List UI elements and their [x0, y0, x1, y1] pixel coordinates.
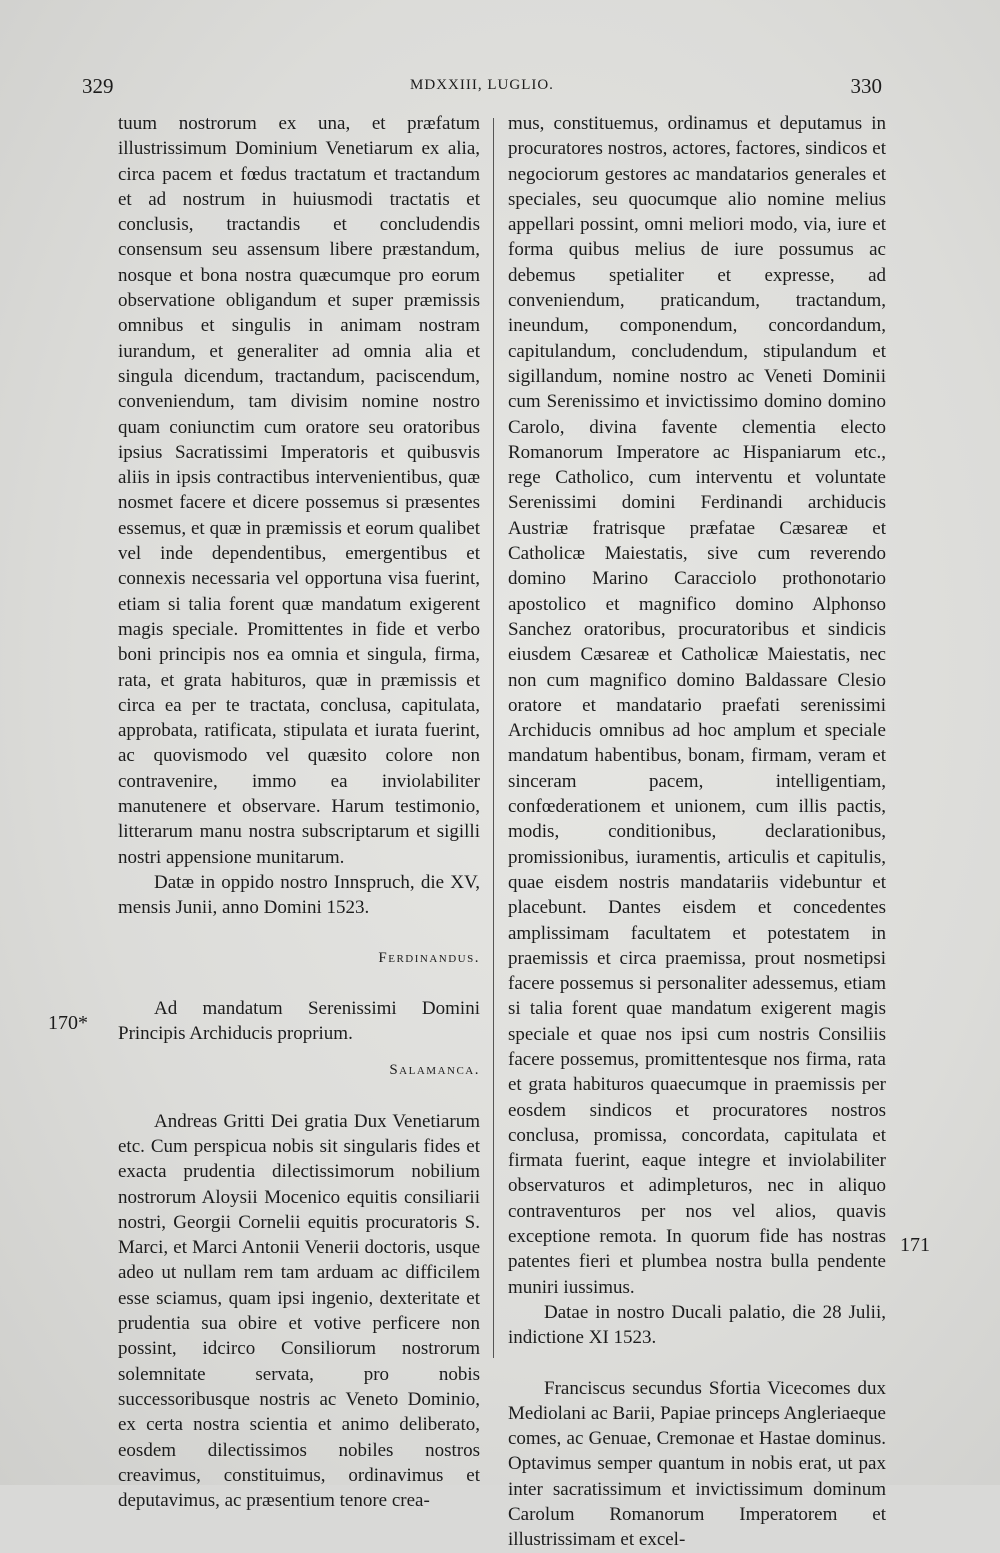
spacer: [118, 921, 480, 946]
right-column: [508, 111, 886, 1553]
paragraph: tuum nostrorum ex una, et præfatum illustrissimum Dominium Venetiarum ex alia, circa pacem et fœdus tractatum et tractandum et ad nostrum in huiusmodi tractatis et conclusis, tractandis et concludendis consensum seu assensum libere præstandum, nosque et bona nostra quæcumque pro eorum observatione obligandum et super præmissis omnibus et singulis in animam nostram iurandum, et generaliter ad omnia alia et singula dicendum, tractandum, paciscendum, conveniendum, tam divisim nomine nostro quam coniunctim cum oratore seu oratoribus ipsius Sacratissimi Imperatoris et quibusvis aliis in ipsis contractibus intervenientibus, quæ nosmet facere et dicere possemus si præsentes essemus, et quæ in præmissis et eorum qualibet vel inde dependentibus, emergentibus et connexis necessaria vel opportuna visa fuerint, etiam si talia forent quæ mandatum exigerent magis speciale. Promittentes in fide et verbo boni principis nos ea omnia et singula, firma, rata, et grata habituros, quæ in præmissis et circa ea per te tractata, conclusa, capitulata, approbata, ratificata, stipulata et iurata fuerint, ac quovismodo vel quæsito colore non contravenire, immo ea inviolabiliter manutenere et observare. Harum testimonio, litterarum manu nostra subscriptarum et sigilli nostri appensione munitarum.: [118, 113, 480, 868]
spacer: [118, 971, 480, 996]
left-column: [118, 111, 480, 1513]
page-number-left: 329: [82, 74, 114, 98]
paragraph: Datæ in oppido nostro Innspruch, die XV, mensis Junii, anno Domini 1523.: [118, 871, 480, 919]
page-header: [82, 74, 882, 104]
paragraph: mus, constituemus, ordinamus et deputamus in procuratores nostros, actores, factores, sindicos et negociorum gestores ac mandatarios generales et speciales, seu quocumque alio nomine melius appellari possint, omni meliori modo, via, iure et forma quibus melius de iure possumus ac debemus spetialiter et expresse, ad conveniendum, praticandum, tractandum, ineundum, componendum, concordandum, capitulandum, concludendum, stipulandum et sigillandum, nomine nostro ac Veneti Dominii cum Serenissimo et invictissimo domino domino Carolo, divina favente clementia electo Romanorum Imperatore ac Hispaniarum etc., rege Catholico, cum interventu et voluntate Serenissimi domini Ferdinandi archiducis Austriæ fratrisque præfatae Cæsareæ et Catholicæ Maiestatis, sive cum reverendo domino Marino Caracciolo prothonotario apostolico et magnifico domino Alphonso Sanchez oratoribus, procuratoribus et sindicis eiusdem Cæsareæ et Catholicæ Maiestatis, nec non cum magnifico domino Baldassare Clesio oratore et mandatario praefati serenissimi Archiducis omnibus ad hoc amplum et speciale mandatum habentibus, bonam, firmam, veram et sinceram pacem, intelligentiam, confœderationem et unionem, cum illis pactis, modis, conditionibus, declarationibus, promissionibus, iuramentis, articulis et capitulis, quae eisdem nostris mandatariis videbuntur et placebunt. Dantes eisdem et concedentes amplissimam facultatem et potestatem in praemissis et circa praemissa, prout nosmetipsi facere possemus si personaliter adessemus, etiam si talia forent quae mandatum exigerent magis speciale et quae nos ipsi cum nostris Consiliis facere possemus, promittentesque nos firma, rata et grata habituros quaecumque in praemissis per eosdem sindicos et procuratores nostros conclusa, promissa, concordata, capitulata et firmata fuerint, eaque integre et inviolabiliter observaturos et adimpleturos, nec in aliquo contraventuros per nos vel alios, quavis exceptione remota. In quorum fide has nostras patentes fieri et plumbea nostra bulla pendente muniri iussimus.: [508, 113, 886, 1298]
signature: Ferdinandus.: [378, 949, 480, 966]
spacer: [118, 1084, 480, 1109]
margin-number-left: 170*: [48, 1012, 88, 1034]
paragraph: Datae in nostro Ducali palatio, die 28 Julii, indictione XI 1523.: [508, 1301, 886, 1349]
paragraph: Franciscus secundus Sfortia Vicecomes dux Mediolani ac Barii, Papiae princeps Angleriaeque comes, ac Genuae, Cremonae et Hastae dominus. Optavimus semper quantum in nobis erat, ut pax inter sacratissimum et invictissimum dominum Carolum Romanorum Imperatorem et illustrissimam et excel-: [508, 1377, 886, 1551]
column-divider: [493, 118, 494, 1358]
spacer: [118, 1046, 480, 1058]
signature: Salamanca.: [389, 1062, 480, 1079]
spacer: [508, 1351, 886, 1376]
paragraph: Andreas Gritti Dei gratia Dux Venetiarum etc. Cum perspicua nobis sit singularis fides et exacta prudentia dilectissimorum nobilium nostrorum Aloysii Mocenico equitis consiliarii nostri, Georgii Cornelii equitis procuratoris S. Marci, et Marci Antonii Venerii doctoris, usque adeo ut nullam rem tam arduam ac difficilem esse sciamus, quam ipsi ingenio, dexteritate et prudentia sua obire et votive perficere non possint, idcirco Consiliorum nostrorum solemnitate servata, pro nobis successoribusque nostris ac Veneto Dominio, ex certa nostra scientia et animo deliberato, eosdem dilectissimos nobiles nostros creavimus, constituimus, ordinavimus et deputavimus, ac præsentium tenore crea-: [118, 1110, 480, 1512]
page-number-right: 330: [850, 74, 882, 98]
running-title: MDXXIII, LUGLIO.: [410, 77, 554, 93]
margin-number-right: 171: [900, 1234, 930, 1256]
paragraph: Ad mandatum Serenissimi Domini Principis Archiducis proprium.: [118, 997, 480, 1045]
